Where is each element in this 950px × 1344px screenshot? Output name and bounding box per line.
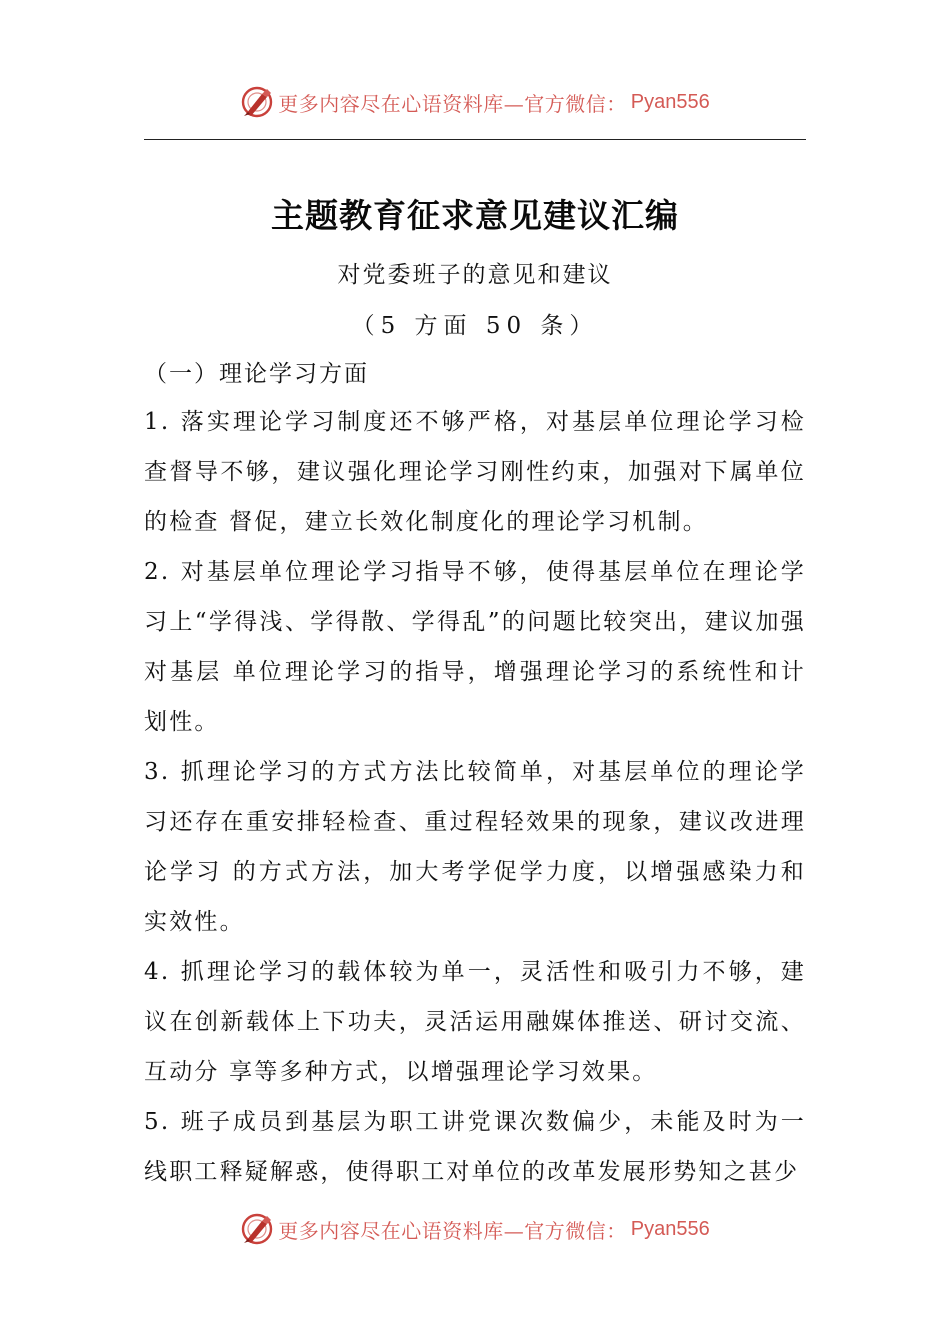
wechat-id: Pyan556	[630, 1217, 710, 1240]
document-subtitle: 对党委班子的意见和建议	[337, 262, 613, 288]
section-heading: （一）理论学习方面	[144, 361, 369, 387]
pen-logo-icon	[240, 85, 274, 119]
footer-watermark-banner	[0, 1209, 950, 1249]
pen-logo-icon	[240, 1212, 274, 1246]
suggestion-item-2: 2. 对基层单位理论学习指导不够，使得基层单位在理论学习上“学得浅、学得散、学得乱”的问题比较突出，建议加强对基层 单位理论学习的指导，增强理论学习的系统性和计划性。	[144, 559, 806, 735]
wechat-id: Pyan556	[630, 90, 710, 113]
document-count-line: （5 方面 50 条）	[351, 313, 599, 339]
suggestion-item-4: 4. 抓理论学习的载体较为单一，灵活性和吸引力不够，建议在创新载体上下功夫，灵活运用融媒体推送、研讨交流、互动分 享等多种方式，以增强理论学习效果。	[144, 959, 806, 1085]
header-watermark-banner	[0, 82, 950, 122]
suggestion-item-1: 1. 落实理论学习制度还不够严格，对基层单位理论学习检查督导不够，建议强化理论学习刚性约束，加强对下属单位的检查 督促，建立长效化制度化的理论学习机制。	[144, 409, 806, 535]
document-title: 主题教育征求意见建议汇编	[271, 196, 679, 235]
header-divider	[144, 139, 806, 140]
suggestion-item-3: 3. 抓理论学习的方式方法比较简单，对基层单位的理论学习还存在重安排轻检查、重过程轻效果的现象，建议改进理论学习 的方式方法，加大考学促学力度，以增强感染力和实效性。	[144, 759, 806, 935]
suggestion-item-5: 5. 班子成员到基层为职工讲党课次数偏少，未能及时为一线职工释疑解惑，使得职工对单位的改革发展形势知之甚少	[144, 1109, 806, 1185]
watermark-text: 更多内容尽在心语资料库—官方微信：	[278, 91, 627, 116]
document-body	[144, 397, 806, 1197]
watermark-text: 更多内容尽在心语资料库—官方微信：	[278, 1218, 627, 1243]
